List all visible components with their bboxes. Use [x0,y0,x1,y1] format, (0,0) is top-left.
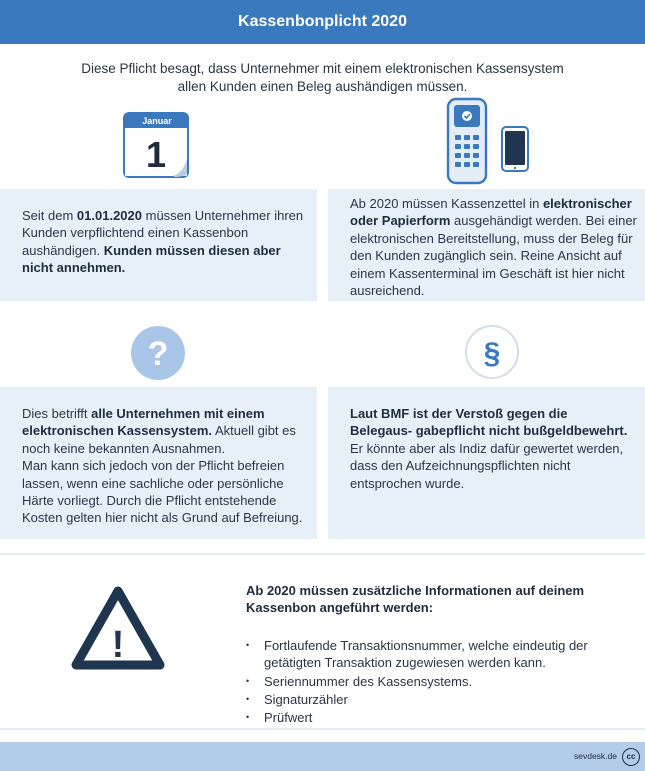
intro-text [40,60,605,96]
list-item: • Fortlaufende Transaktionsnummer, welche eindeutig der getätigten Transaktion zugewiesen werden kann. [246,637,636,672]
box3-text-1: Dies betrifft [22,406,92,421]
required-info-heading: Ab 2020 müssen zusätzliche Informationen auf deinem Kassenbon angeführt werden: [246,583,585,616]
page-title: Kassenbonplicht 2020 [238,13,407,30]
required-info-list [246,637,636,727]
creative-commons-icon: cc [622,748,640,766]
divider [0,728,645,730]
warning-icon [70,585,166,671]
box1-bold-date: 01.01.2020 [76,208,142,223]
card-terminal-icon [440,97,540,185]
brand-link[interactable]: sevdesk.de [574,751,617,761]
box3-text-3: Man kann sich jedoch von der Pflicht befreien lassen, wenn eine sachliche oder persönliche Härte vorliegt. Durch die Pflicht entstehende Kosten gelten hier nicht als Grund auf Befreiung. [22,458,303,526]
intro-line-2: allen Kunden einen Beleg aushändigen müssen. [177,79,468,94]
box2-text-2: ausgehändigt werden. Bei einer elektronischen Bereitstellung, muss der Beleg für den Kunden zugänglich sein. Reine Ansicht auf einem Kassenterminal im Geschäft ist hier nicht ausreichend. [350,213,637,299]
calendar-month: Januar [142,116,172,126]
paragraph-symbol: § [483,337,501,370]
box4-text-1: Er könnte aber als Indiz dafür gewertet werden, dass den Aufzeichnungspflichten nicht entsprochen wurde. [350,440,624,491]
box4-bold-penalty: Laut BMF ist der Verstoß gegen die Belegaus- gabepflicht nicht bußgeldbewehrt. [350,406,628,439]
info-box-date [0,189,317,301]
footer-bar [0,742,645,771]
list-item: • Prüfwert [246,709,636,726]
box3-text-2: Aktuell gibt es noch keine bekannten Ausnahmen. [22,423,296,456]
required-info-section [246,582,636,728]
warning-symbol: ! [111,624,125,666]
divider [0,553,645,555]
box3-bold-scope: alle Unternehmen mit einem elektronischen Kassensystem. [22,406,265,439]
paragraph-icon [462,322,522,382]
box2-text-1: Ab 2020 müssen Kassenzettel in [350,196,543,211]
info-box-format [328,189,645,301]
intro-line-1: Diese Pflicht besagt, dass Unternehmer mit einem elektronischen Kassensystem [81,61,564,76]
list-item: • Signaturzähler [246,691,636,708]
calendar-icon [122,111,192,181]
header-bar [0,0,645,44]
box1-text-1: Seit dem [22,208,77,223]
info-box-scope [0,387,317,539]
question-symbol: ? [147,335,169,373]
info-box-penalty [328,387,645,539]
box2-bold-format: elektronischer oder Papierform [350,196,632,229]
question-icon [128,323,188,383]
calendar-day: 1 [145,134,167,175]
box1-text-2: müssen Unternehmer ihren Kunden verpflichtend einen Kassenbon aushändigen. [22,208,304,258]
box1-bold-note: Kunden müssen diesen aber nicht annehmen. [22,242,281,276]
list-item: • Seriennummer des Kassensystems. [246,673,636,690]
